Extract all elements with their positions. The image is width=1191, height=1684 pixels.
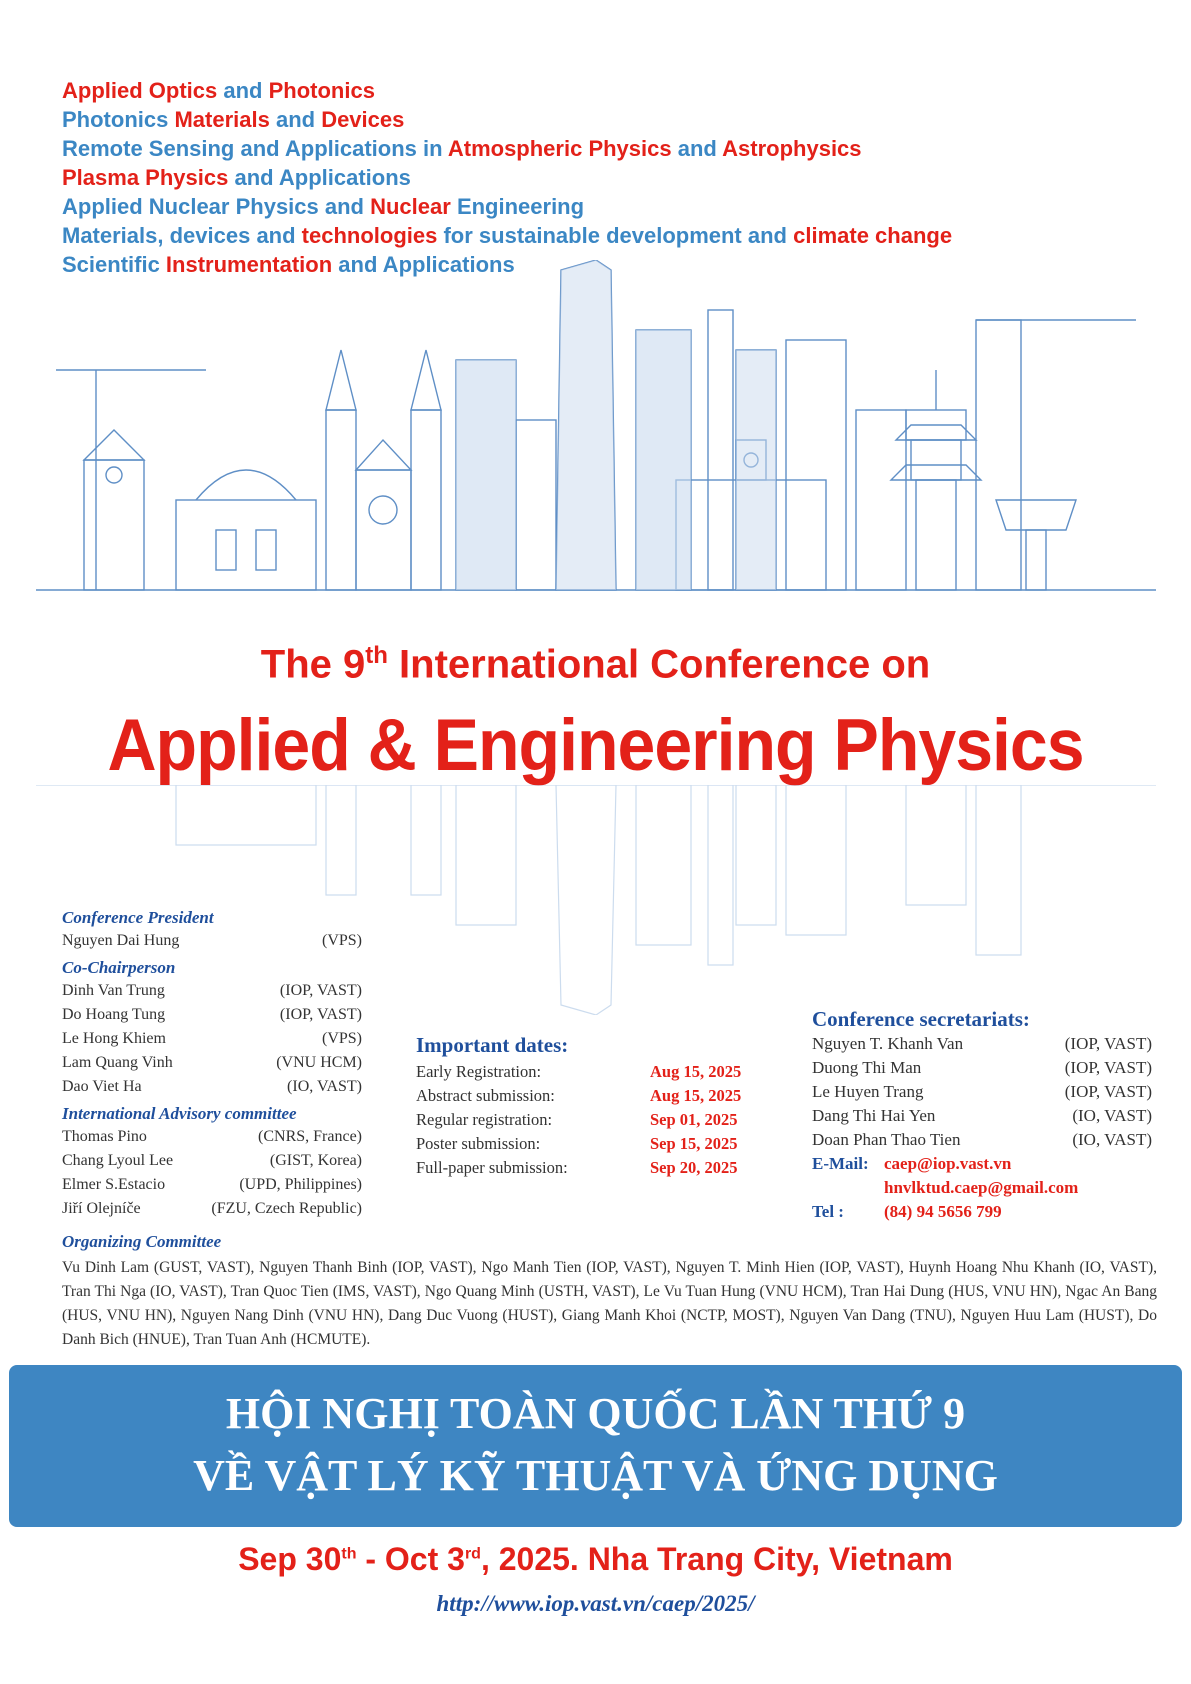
person-affiliation: (VPS) <box>321 932 362 949</box>
organizing-members: Vu Dinh Lam (GUST, VAST), Nguyen Thanh Binh (IOP, VAST), Ngo Manh Tien (IOP, VAST), Nguyen T. Minh Hien (IOP, VAST), Huynh Hoang Nhu Khanh (IO, VAST), Tran Thi Nga (IO, VAST), Tran Quoc Tien (IMS, VAST), Ngo Quang Minh (USTH, VAST), Le Vu Tuan Hung (VNU HCM), Tran Hai Dung (HUS, VNU HN), Ngac An Bang (HUS, VNU HN), Nguyen Nang Dinh (VNU HN), Dang Duc Vuong (HUST), Giang Manh Khoi (NCTP, MOST), Nguyen Van Dang (TNU), Nguyen Huu Lam (HUST), Do Danh Bich (HNUE), Tran Tuan Anh (HCMUTE). <box>62 1259 1157 1348</box>
secretariats-heading: Conference secretariats: <box>812 1007 1030 1031</box>
title-line1-suffix: International Conference on <box>387 642 931 687</box>
email-link-secondary[interactable]: hnvlktud.caep@gmail.com <box>884 1178 1079 1197</box>
conference-title-line2: Applied & Engineering Physics <box>107 703 1084 787</box>
date-row <box>416 1086 766 1110</box>
title-line1-superscript: th <box>365 642 388 669</box>
person-affiliation: (GIST, Korea) <box>269 1152 362 1169</box>
important-dates <box>416 1033 766 1182</box>
city-skyline-illustration <box>36 260 1156 640</box>
when-sup2: rd <box>464 1545 481 1563</box>
topic-segment: and <box>671 136 723 161</box>
topic-segment: Astrophysics <box>722 136 862 161</box>
topic-segment: Plasma Physics <box>62 165 229 190</box>
cochair-row <box>62 982 362 1006</box>
topic-segment: climate change <box>793 223 953 248</box>
vietnamese-title-banner <box>9 1365 1182 1527</box>
conference-website-link[interactable]: http://www.iop.vast.vn/caep/2025/ <box>436 1591 755 1616</box>
committee-column <box>62 906 362 1224</box>
email-row <box>812 1154 1152 1178</box>
date-value: Sep 01, 2025 <box>650 1110 738 1129</box>
when-part2: - Oct 3 <box>356 1541 465 1577</box>
advisory-row <box>62 1200 362 1224</box>
person-affiliation: (IOP, VAST) <box>1064 1034 1152 1053</box>
secretariat-row <box>812 1058 1152 1082</box>
date-label: Poster submission: <box>416 1134 541 1153</box>
conference-title-line1 <box>0 642 1191 687</box>
date-value: Aug 15, 2025 <box>650 1062 742 1081</box>
person-affiliation: (FZU, Czech Republic) <box>211 1200 362 1217</box>
cochair-row <box>62 1006 362 1030</box>
topic-segment: Atmospheric Physics <box>447 136 672 161</box>
organizing-heading: Organizing Committee <box>62 1232 222 1251</box>
topic-segment: Nuclear <box>370 194 451 219</box>
title-line1-prefix: The 9 <box>260 642 366 687</box>
person-name: Le Huyen Trang <box>812 1082 924 1101</box>
topic-line <box>62 105 952 134</box>
person-name: Doan Phan Thao Tien <box>812 1130 961 1149</box>
date-label: Early Registration: <box>416 1062 542 1081</box>
banner-line2: VỀ VẬT LÝ KỸ THUẬT VÀ ỨNG DỤNG <box>193 1451 998 1500</box>
person-name: Do Hoang Tung <box>62 1006 166 1023</box>
date-row <box>416 1158 766 1182</box>
email-row-secondary <box>812 1178 1152 1202</box>
secretariat-row <box>812 1082 1152 1106</box>
person-name: Nguyen T. Khanh Van <box>812 1034 964 1053</box>
tel-row <box>812 1202 1152 1226</box>
person-name: Dao Viet Ha <box>62 1078 142 1095</box>
date-row <box>416 1062 766 1086</box>
email-link-primary[interactable]: caep@iop.vast.vn <box>884 1154 1012 1173</box>
advisory-heading: International Advisory committee <box>62 1104 297 1123</box>
advisory-row <box>62 1176 362 1200</box>
person-affiliation: (VNU HCM) <box>276 1054 362 1071</box>
when-part3: , 2025. Nha Trang City, Vietnam <box>480 1541 953 1577</box>
event-date-location <box>0 1541 1191 1578</box>
date-label: Regular registration: <box>416 1110 553 1129</box>
cochair-heading: Co-Chairperson <box>62 958 176 977</box>
person-name: Nguyen Dai Hung <box>62 932 180 949</box>
person-affiliation: (IOP, VAST) <box>279 1006 362 1023</box>
advisory-row <box>62 1128 362 1152</box>
president-row <box>62 932 362 956</box>
secretariat-row <box>812 1106 1152 1130</box>
date-value: Aug 15, 2025 <box>650 1086 742 1105</box>
cochair-row <box>62 1054 362 1078</box>
topic-line <box>62 76 952 105</box>
person-affiliation: (UPD, Philippines) <box>239 1176 362 1193</box>
person-name: Dinh Van Trung <box>62 982 165 999</box>
date-row <box>416 1134 766 1158</box>
topic-segment: Materials, devices and <box>62 223 302 248</box>
secretariat-row <box>812 1130 1152 1154</box>
secretariat-row <box>812 1034 1152 1058</box>
person-affiliation: (IO, VAST) <box>1072 1130 1152 1149</box>
cochair-row <box>62 1030 362 1054</box>
person-affiliation: (IO, VAST) <box>1072 1106 1152 1125</box>
person-name: Chang Lyoul Lee <box>62 1152 174 1169</box>
conference-secretariats <box>812 1007 1152 1226</box>
topic-list <box>62 76 952 279</box>
when-sup1: th <box>341 1545 357 1563</box>
topic-segment: and <box>269 107 322 132</box>
person-affiliation: (IO, VAST) <box>287 1078 362 1095</box>
cochair-row <box>62 1078 362 1102</box>
advisory-row <box>62 1152 362 1176</box>
person-name: Jiří Olejníče <box>62 1200 141 1217</box>
topic-segment: Engineering <box>450 194 585 219</box>
person-name: Thomas Pino <box>62 1128 147 1145</box>
when-part1: Sep 30 <box>238 1541 342 1577</box>
banner-line1: HỘI NGHỊ TOÀN QUỐC LẦN THỨ 9 <box>225 1389 966 1438</box>
topic-segment: and Applications <box>228 165 411 190</box>
person-name: Elmer S.Estacio <box>62 1176 166 1193</box>
topic-segment: Remote Sensing and Applications in <box>62 136 448 161</box>
date-value: Sep 15, 2025 <box>650 1134 738 1153</box>
person-affiliation: (IOP, VAST) <box>1064 1058 1152 1077</box>
topic-segment: Applied Nuclear Physics and <box>62 194 371 219</box>
topic-line <box>62 163 952 192</box>
topic-segment: technologies <box>301 223 438 248</box>
topic-segment: for sustainable development and <box>437 223 794 248</box>
topic-segment: Scientific <box>62 252 166 277</box>
topic-segment: Photonics <box>268 78 375 103</box>
topic-segment: Materials <box>174 107 270 132</box>
tel-label: Tel : <box>812 1202 844 1221</box>
topic-segment: and <box>217 78 269 103</box>
tel-number: (84) 94 5656 799 <box>884 1202 1002 1221</box>
topic-segment: Photonics <box>62 107 175 132</box>
person-affiliation: (CNRS, France) <box>258 1128 362 1145</box>
important-dates-heading: Important dates: <box>416 1033 569 1057</box>
person-affiliation: (IOP, VAST) <box>279 982 362 999</box>
topic-line <box>62 134 952 163</box>
date-row <box>416 1110 766 1134</box>
date-label: Full-paper submission: <box>416 1158 568 1177</box>
person-name: Le Hong Khiem <box>62 1030 166 1047</box>
president-heading: Conference President <box>62 908 214 927</box>
person-name: Duong Thi Man <box>812 1058 922 1077</box>
organizing-committee <box>62 1232 1157 1352</box>
person-affiliation: (IOP, VAST) <box>1064 1082 1152 1101</box>
person-name: Dang Thi Hai Yen <box>812 1106 936 1125</box>
topic-line <box>62 192 952 221</box>
date-label: Abstract submission: <box>416 1086 555 1105</box>
email-label: E-Mail: <box>812 1154 869 1173</box>
topic-segment: Applied Optics <box>62 78 218 103</box>
topic-segment: Instrumentation <box>165 252 333 277</box>
topic-segment: and Applications <box>332 252 515 277</box>
topic-segment: Devices <box>321 107 405 132</box>
person-name: Lam Quang Vinh <box>62 1054 173 1071</box>
date-value: Sep 20, 2025 <box>650 1158 738 1177</box>
person-affiliation: (VPS) <box>321 1030 362 1047</box>
topic-line <box>62 221 952 250</box>
